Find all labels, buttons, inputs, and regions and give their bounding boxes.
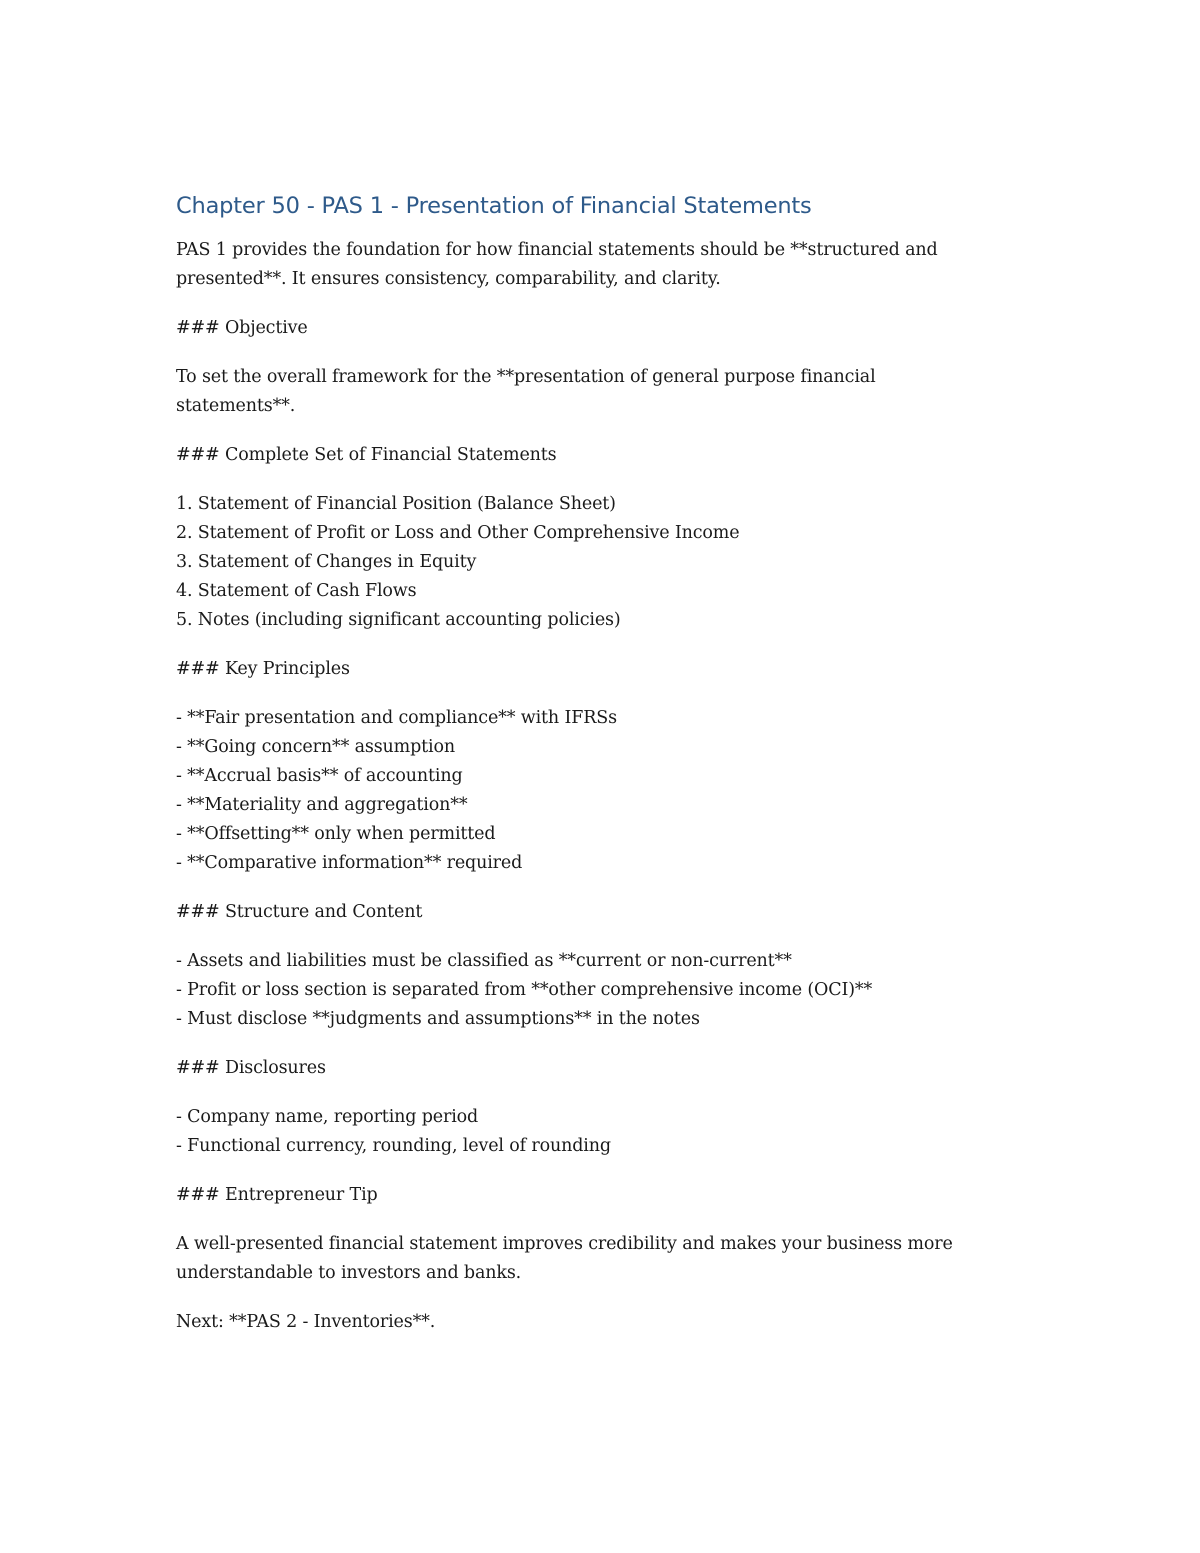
list-item: - **Comparative information** required [176, 853, 523, 873]
objective-heading: ### Objective [176, 318, 308, 338]
next-line: Next: **PAS 2 - Inventories**. [176, 1312, 436, 1332]
list-item: - **Going concern** assumption [176, 737, 455, 757]
list-item: 4. Statement of Cash Flows [176, 581, 417, 601]
list-item: - Profit or loss section is separated from **other comprehensive income (OCI)** [176, 980, 873, 1000]
list-item: - **Fair presentation and compliance** with IFRSs [176, 708, 617, 728]
objective-line-1: To set the overall framework for the **presentation of general purpose financial [176, 367, 876, 387]
intro-line-2: presented**. It ensures consistency, comparability, and clarity. [176, 269, 721, 289]
complete-set-list [176, 490, 1056, 635]
tip-heading: ### Entrepreneur Tip [176, 1185, 378, 1205]
list-item: 2. Statement of Profit or Loss and Other Comprehensive Income [176, 523, 740, 543]
structure-list [176, 947, 1056, 1034]
list-item: - Must disclose **judgments and assumptions** in the notes [176, 1009, 700, 1029]
document-page [176, 188, 1056, 1337]
objective-paragraph [176, 363, 1056, 421]
key-principles-heading: ### Key Principles [176, 659, 350, 679]
complete-set-heading: ### Complete Set of Financial Statements [176, 445, 557, 465]
disclosures-heading: ### Disclosures [176, 1058, 326, 1078]
disclosures-list [176, 1103, 1056, 1161]
objective-line-2: statements**. [176, 396, 296, 416]
list-item: - **Offsetting** only when permitted [176, 824, 496, 844]
tip-line-1: A well-presented financial statement improves credibility and makes your business more [176, 1234, 953, 1254]
key-principles-list [176, 704, 1056, 878]
list-item: 3. Statement of Changes in Equity [176, 552, 477, 572]
list-item: - **Accrual basis** of accounting [176, 766, 463, 786]
tip-paragraph [176, 1230, 1056, 1288]
list-item: - Assets and liabilities must be classified as **current or non-current** [176, 951, 792, 971]
intro-line-1: PAS 1 provides the foundation for how financial statements should be **structured and [176, 240, 938, 260]
list-item: - Functional currency, rounding, level of rounding [176, 1136, 611, 1156]
list-item: - **Materiality and aggregation** [176, 795, 468, 815]
page-title: Chapter 50 - PAS 1 - Presentation of Financial Statements [176, 193, 812, 219]
tip-line-2: understandable to investors and banks. [176, 1263, 522, 1283]
structure-heading: ### Structure and Content [176, 902, 423, 922]
intro-paragraph [176, 236, 1056, 294]
list-item: - Company name, reporting period [176, 1107, 479, 1127]
list-item: 5. Notes (including significant accounting policies) [176, 610, 621, 630]
list-item: 1. Statement of Financial Position (Balance Sheet) [176, 494, 616, 514]
